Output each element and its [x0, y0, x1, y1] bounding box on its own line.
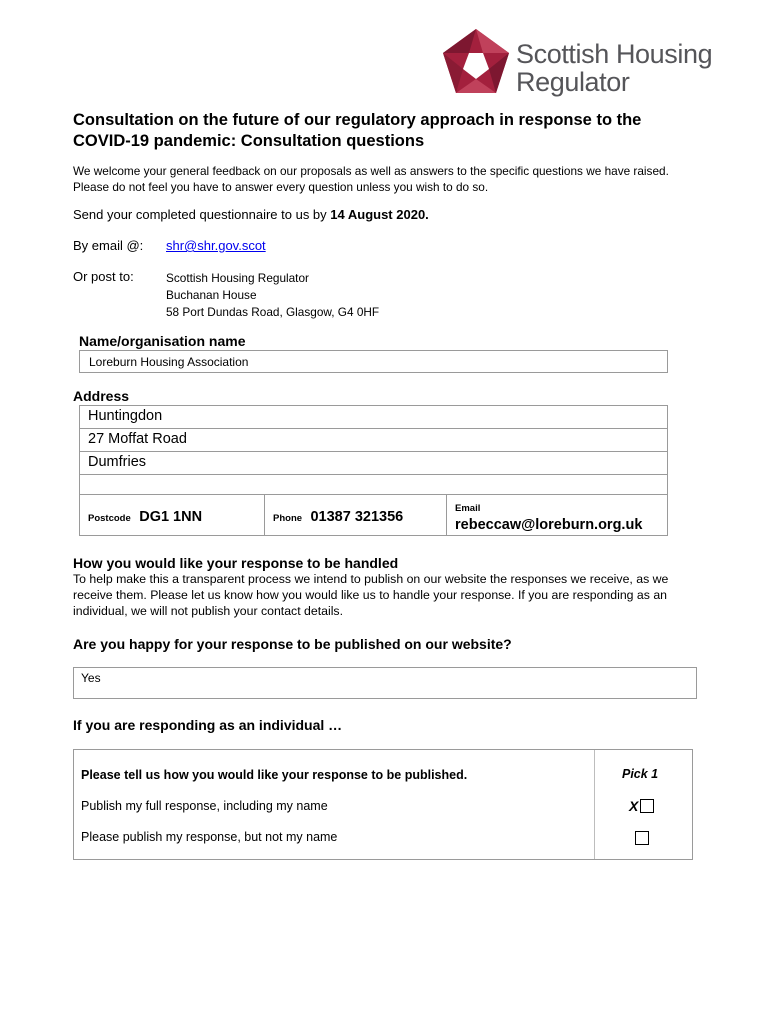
handling-heading: How you would like your response to be handled — [73, 555, 399, 571]
post-label: Or post to: — [73, 269, 134, 284]
address-form — [79, 405, 668, 536]
address-line: Buchanan House — [166, 288, 257, 302]
option-mark-full: X — [629, 798, 639, 814]
name-heading: Name/organisation name — [79, 333, 246, 349]
logo-name-line2: Regulator — [516, 67, 630, 97]
address-field-line4[interactable] — [80, 475, 667, 495]
postcode-field[interactable] — [80, 495, 265, 535]
phone-field[interactable] — [265, 495, 447, 535]
option-label-anon: Please publish my response, but not my name — [81, 830, 338, 844]
page-title: Consultation on the future of our regulatory approach in response to the COVID-19 pandemic: Consultation questions — [73, 111, 642, 150]
address-field-line1[interactable]: Huntingdon — [80, 406, 667, 429]
individual-heading: If you are responding as an individual … — [73, 717, 343, 733]
table-header: Please tell us how you would like your response to be published. — [81, 768, 468, 782]
postal-address — [166, 270, 379, 321]
pentagon-star-logo-icon — [441, 27, 511, 97]
logo-name-line1: Scottish Housing — [516, 39, 713, 69]
shr-logo — [441, 27, 721, 99]
address-field-line3[interactable]: Dumfries — [80, 452, 667, 475]
pick-label: Pick 1 — [622, 767, 659, 781]
publish-question: Are you happy for your response to be published on our website? — [73, 636, 512, 652]
email-label: By email @: — [73, 238, 144, 253]
deadline: 14 August 2020. — [330, 207, 429, 222]
address-line: Scottish Housing Regulator — [166, 271, 309, 285]
phone-value: 01387 321356 — [310, 509, 404, 525]
option-checkbox-anon[interactable] — [635, 831, 649, 845]
postcode-value: DG1 1NN — [139, 509, 203, 525]
name-field[interactable]: Loreburn Housing Association — [79, 350, 668, 373]
option-label-full: Publish my full response, including my name — [81, 799, 328, 813]
publish-options-table — [73, 749, 693, 860]
intro-text: We welcome your general feedback on our proposals as well as answers to the specific questions we have raised. Please do not feel you have to answer every question unless you wish to do so. — [73, 164, 669, 194]
table-divider — [594, 750, 595, 859]
email-field[interactable] — [447, 495, 667, 535]
postcode-label: Postcode — [88, 513, 131, 524]
email-link[interactable]: shr@shr.gov.scot — [166, 238, 266, 253]
send-text: Send your completed questionnaire to us by — [73, 207, 331, 222]
email-field-value: rebeccaw@loreburn.org.uk — [455, 517, 643, 533]
phone-label: Phone — [273, 513, 303, 524]
address-heading: Address — [73, 388, 130, 404]
send-instruction — [73, 207, 429, 222]
email-field-label: Email — [455, 503, 481, 514]
option-checkbox-full[interactable] — [640, 799, 654, 813]
address-line: 58 Port Dundas Road, Glasgow, G4 0HF — [166, 305, 380, 319]
handling-text: To help make this a transparent process we intend to publish on our website the responses we receive, as we receive them. Please let us know how you would like us to handle your response. If you are responding as an individual, we will not publish your contact details. — [73, 572, 669, 618]
address-field-line2[interactable]: 27 Moffat Road — [80, 429, 667, 452]
publish-answer-field[interactable]: Yes — [73, 667, 697, 699]
